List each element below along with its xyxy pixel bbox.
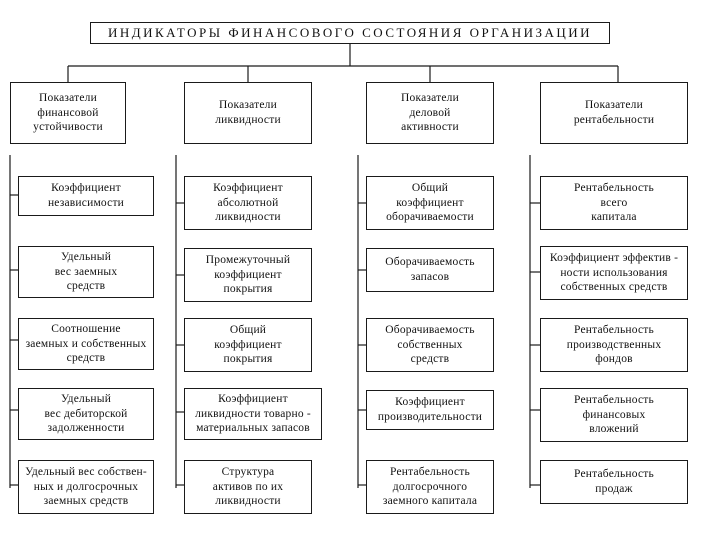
indicator-box: Коэффициент абсолютной ликвидности (184, 176, 312, 230)
indicator-box: Рентабельность продаж (540, 460, 688, 504)
indicator-box: Общий коэффициент покрытия (184, 318, 312, 372)
indicator-box: Рентабельность финансовых вложений (540, 388, 688, 442)
category-business-activity: Показатели деловой активности (366, 82, 494, 144)
indicator-box: Удельный вес заемных средств (18, 246, 154, 298)
indicator-box: Рентабельность долгосрочного заемного капитала (366, 460, 494, 514)
indicator-box: Коэффициент независимости (18, 176, 154, 216)
category-financial-stability: Показатели финансовой устойчивости (10, 82, 126, 144)
indicator-box: Промежуточный коэффициент покрытия (184, 248, 312, 302)
category-profitability: Показатели рентабельности (540, 82, 688, 144)
indicator-box: Коэффициент эффектив - ности использования собственных средств (540, 246, 688, 300)
indicator-box: Оборачиваемость запасов (366, 248, 494, 292)
indicator-box: Оборачиваемость собственных средств (366, 318, 494, 372)
diagram-title: ИНДИКАТОРЫ ФИНАНСОВОГО СОСТОЯНИЯ ОРГАНИЗАЦИИ (90, 22, 610, 44)
indicator-box: Удельный вес дебиторской задолженности (18, 388, 154, 440)
indicator-box: Рентабельность производственных фондов (540, 318, 688, 372)
indicator-box: Структура активов по их ликвидности (184, 460, 312, 514)
category-liquidity: Показатели ликвидности (184, 82, 312, 144)
indicator-box: Коэффициент ликвидности товарно - материальных запасов (184, 388, 322, 440)
indicator-box: Коэффициент производительности (366, 390, 494, 430)
indicator-box: Рентабельность всего капитала (540, 176, 688, 230)
indicator-box: Соотношение заемных и собственных средств (18, 318, 154, 370)
indicator-box: Общий коэффициент оборачиваемости (366, 176, 494, 230)
indicator-box: Удельный вес собствен- ных и долгосрочных заемных средств (18, 460, 154, 514)
